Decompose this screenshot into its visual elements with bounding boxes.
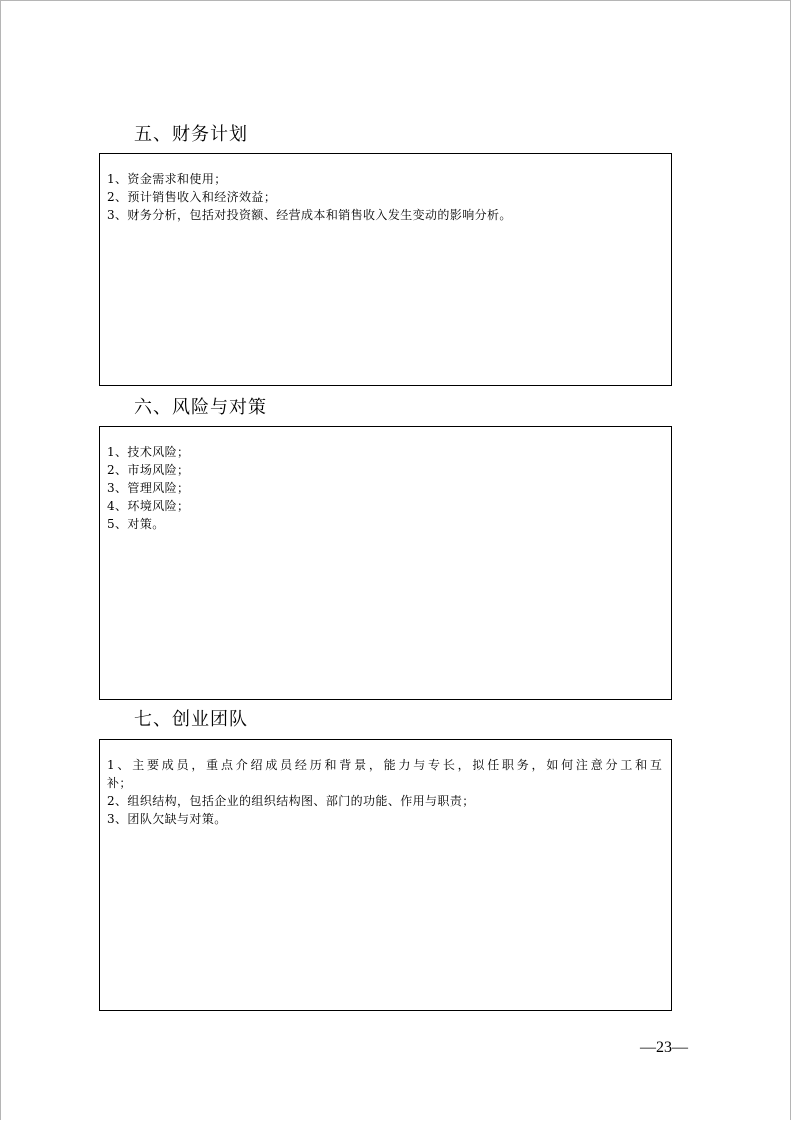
list-item: 2、组织结构，包括企业的组织结构图、部门的功能、作用与职责； (107, 794, 475, 808)
list-item: 3、财务分析，包括对投资额、经营成本和销售收入发生变动的影响分析。 (107, 208, 512, 222)
list-item-continuation: 补； (107, 776, 132, 790)
list-item: 4、环境风险； (107, 499, 190, 513)
risks-box (99, 426, 672, 700)
section-heading-risks-countermeasures: 六、风险与对策 (134, 397, 267, 418)
list-item: 1、资金需求和使用； (107, 172, 227, 186)
list-item: 1、主要成员，重点介绍成员经历和背景，能力与专长，拟任职务，如何注意分工和互 (107, 758, 663, 772)
list-item: 3、管理风险； (107, 481, 190, 495)
section-heading-financial-plan: 五、财务计划 (134, 124, 248, 145)
financial-plan-box (99, 153, 672, 386)
section-heading-startup-team: 七、创业团队 (134, 709, 248, 730)
list-item: 2、市场风险； (107, 463, 190, 477)
list-item: 5、对策。 (107, 517, 165, 531)
list-item: 1、技术风险； (107, 445, 190, 459)
list-item: 2、预计销售收入和经济效益； (107, 190, 277, 204)
team-box (99, 739, 672, 1011)
page-number: —23— (640, 1039, 688, 1056)
list-item: 3、团队欠缺与对策。 (107, 812, 227, 826)
